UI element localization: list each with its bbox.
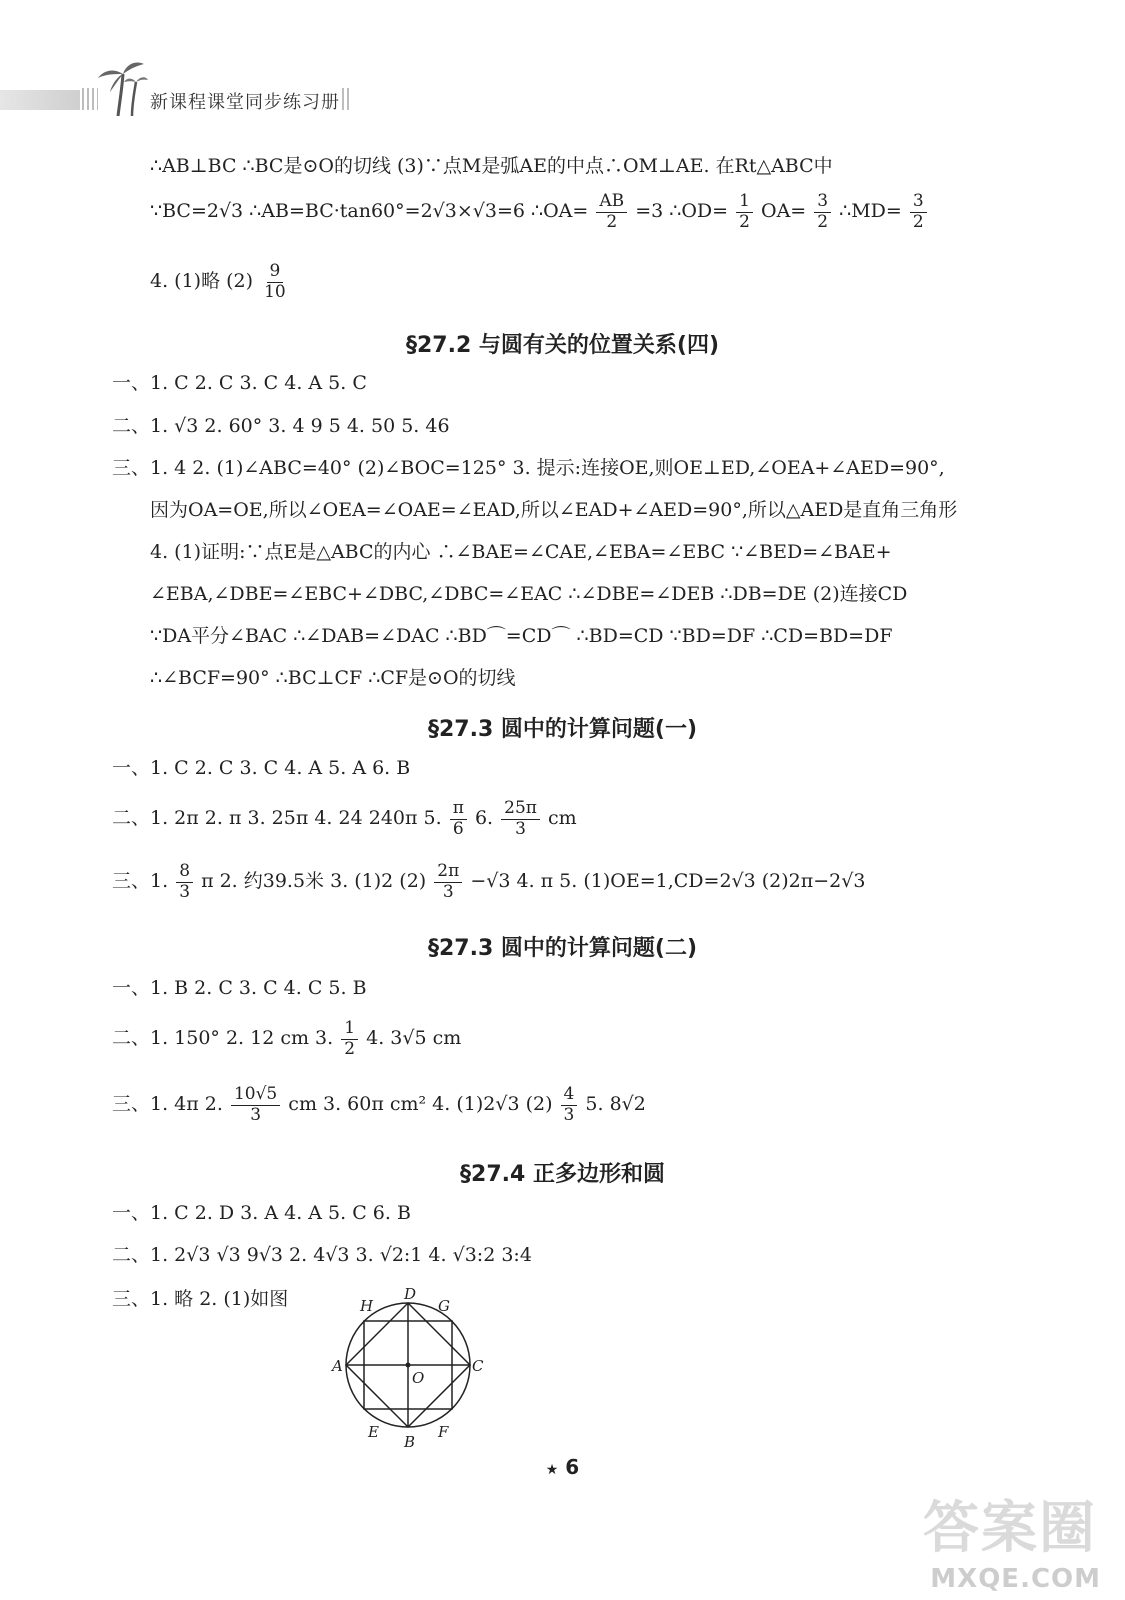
fraction-denominator: 3: [563, 1104, 575, 1125]
answer-line: 二、1. √3 2. 60° 3. 4 9 5 4. 50 5. 46: [112, 415, 450, 437]
circle-figure: [330, 1283, 490, 1453]
fraction-numerator: 10√5: [231, 1085, 280, 1106]
fraction: [910, 192, 927, 232]
answer-text: 三、1.: [112, 870, 169, 893]
section-title: §27.3 圆中的计算问题(一): [427, 717, 698, 742]
point-label-h: H: [360, 1297, 374, 1315]
watermark-site: MXQE.COM: [930, 1564, 1101, 1594]
star-icon: ★: [545, 1462, 559, 1478]
answer-line: 一、1. B 2. C 3. C 4. C 5. B: [112, 977, 367, 999]
fraction: [231, 1085, 280, 1125]
fraction: [736, 192, 753, 232]
point-label-g: G: [438, 1297, 450, 1315]
fraction-denominator: 2: [606, 211, 618, 232]
fraction-denominator: 3: [515, 818, 526, 839]
answer-text: ∵BC=2√3 ∴AB=BC·tan60°=2√3×√3=6 ∴OA=: [150, 200, 589, 223]
answer-text: 三、1. 4π 2.: [112, 1093, 223, 1116]
fraction-denominator: 2: [912, 211, 924, 232]
fraction: [561, 1085, 578, 1125]
point-label-c: C: [472, 1357, 484, 1375]
fraction-denominator: 3: [442, 881, 454, 902]
answer-text: 二、1. 2π 2. π 3. 25π 4. 24 240π 5.: [112, 807, 442, 830]
page-header: [0, 60, 370, 120]
point-label-e: E: [368, 1423, 379, 1441]
fraction-numerator: 3: [910, 192, 927, 213]
answer-text: cm 3. 60π cm² 4. (1)2√3 (2): [288, 1093, 553, 1116]
fraction-numerator: 2π: [434, 862, 462, 883]
answer-line: 一、1. C 2. C 3. C 4. A 5. A 6. B: [112, 757, 411, 779]
answer-text: 二、1. 150° 2. 12 cm 3.: [112, 1027, 334, 1050]
section-title: §27.2 与圆有关的位置关系(四): [405, 333, 720, 358]
fraction-numerator: 1: [736, 192, 753, 213]
answer-text: OA=: [761, 200, 807, 223]
watermark-logo-text: 答案圈: [923, 1496, 1097, 1561]
answer-line: 三、1. 4 2. (1)∠ABC=40° (2)∠BOC=125° 3. 提示:连接OE,则OE⊥ED,∠OEA+∠AED=90°,: [112, 457, 945, 479]
point-label-o: O: [412, 1369, 425, 1387]
header-bar: [0, 90, 80, 110]
page-number-value: 6: [565, 1455, 580, 1479]
answer-line: 4. (1)证明:∵点E是△ABC的内心 ∴∠BAE=∠CAE,∠EBA=∠EBC ∵∠BED=∠BAE+: [150, 541, 892, 563]
answer-text: 4. (1)略 (2): [150, 270, 254, 293]
fraction-numerator: AB: [596, 192, 627, 213]
answer-text: cm: [547, 807, 577, 830]
answer-line: 二、1. 2√3 √3 9√3 2. 4√3 3. √2:1 4. √3:2 3:4: [112, 1244, 532, 1266]
answer-line: [150, 262, 291, 302]
header-stripes-tail: [342, 88, 352, 110]
watermark: [895, 1496, 1115, 1600]
fraction-denominator: 3: [179, 881, 191, 902]
answer-text: 4. 3√5 cm: [366, 1027, 462, 1050]
fraction-numerator: 3: [814, 192, 831, 213]
answer-line: [112, 1019, 461, 1059]
answer-line: [150, 192, 929, 232]
answer-line: [112, 1085, 646, 1125]
fraction-numerator: 9: [267, 262, 284, 283]
fraction: [176, 862, 193, 902]
fraction-denominator: 6: [452, 818, 464, 839]
answer-text: 5. 8√2: [585, 1093, 646, 1116]
answer-line: 一、1. C 2. C 3. C 4. A 5. C: [112, 372, 367, 394]
answer-text: ∴MD=: [839, 200, 902, 223]
answer-line: ∴∠BCF=90° ∴BC⊥CF ∴CF是⊙O的切线: [150, 667, 516, 689]
inscribed-polygons-diagram: [330, 1283, 490, 1453]
answer-line: ∵DA平分∠BAC ∴∠DAB=∠DAC ∴BD⌒=CD⌒ ∴BD=CD ∵BD=DF ∴CD=BD=DF: [150, 625, 893, 647]
fraction: [434, 862, 462, 902]
answer-line: 三、1. 略 2. (1)如图: [112, 1288, 289, 1310]
fraction-denominator: 3: [250, 1104, 262, 1125]
fraction-numerator: 4: [561, 1085, 578, 1106]
answer-line: ∴AB⊥BC ∴BC是⊙O的切线 (3)∵点M是弧AE的中点∴OM⊥AE. 在Rt△ABC中: [150, 155, 833, 177]
answer-line: [112, 862, 865, 902]
fraction-denominator: 10: [264, 281, 286, 302]
point-label-d: D: [404, 1285, 417, 1303]
fraction-numerator: 8: [176, 862, 193, 883]
fraction-numerator: 1: [341, 1019, 358, 1040]
answer-line: ∠EBA,∠DBE=∠EBC+∠DBC,∠DBC=∠EAC ∴∠DBE=∠DEB ∴DB=DE (2)连接CD: [150, 583, 908, 605]
fraction: [261, 262, 289, 302]
fraction: [450, 799, 467, 839]
answer-text: π 2. 约39.5米 3. (1)2 (2): [201, 870, 427, 893]
fraction-denominator: 2: [739, 211, 750, 232]
point-label-b: B: [404, 1433, 416, 1451]
answer-text: −√3 4. π 5. (1)OE=1,CD=2√3 (2)2π−2√3: [470, 870, 866, 893]
fraction: [501, 799, 540, 839]
fraction-denominator: 2: [344, 1038, 356, 1059]
answer-line: 因为OA=OE,所以∠OEA=∠OAE=∠EAD,所以∠EAD+∠AED=90°,所以△AED是直角三角形: [150, 499, 958, 521]
answer-line: [112, 799, 577, 839]
fraction: [814, 192, 831, 232]
point-label-f: F: [438, 1423, 449, 1441]
fraction-numerator: 25π: [501, 799, 540, 820]
fraction-numerator: π: [450, 799, 467, 820]
palm-tree-icon: [96, 60, 148, 118]
fraction: [341, 1019, 358, 1059]
page-number: [0, 1455, 1125, 1479]
answer-line: 一、1. C 2. D 3. A 4. A 5. C 6. B: [112, 1202, 411, 1224]
fraction-denominator: 2: [817, 211, 829, 232]
section-title: §27.3 圆中的计算问题(二): [427, 936, 698, 961]
answer-text: 6.: [474, 807, 494, 830]
section-title: §27.4 正多边形和圆: [460, 1162, 665, 1187]
fraction: [596, 192, 627, 232]
book-title: 新课程课堂同步练习册: [150, 92, 340, 113]
answer-text: =3 ∴OD=: [635, 200, 729, 223]
point-label-a: A: [332, 1357, 343, 1375]
